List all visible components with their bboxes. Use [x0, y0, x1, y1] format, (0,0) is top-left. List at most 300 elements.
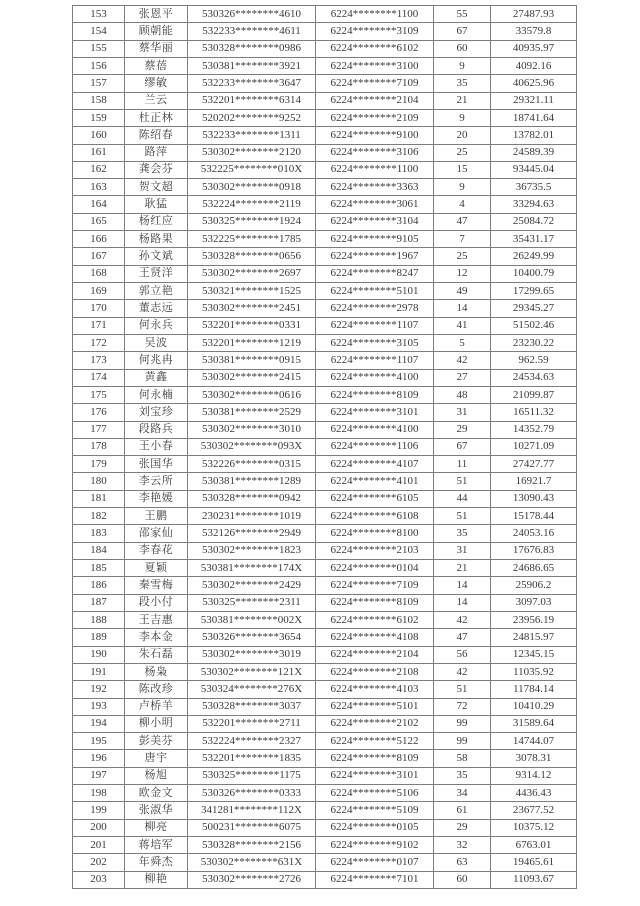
- cell-card-number: 6224********2103: [316, 542, 434, 559]
- cell-name: 吴波: [125, 334, 188, 351]
- table-row: [73, 646, 577, 663]
- cell-id-number: 530326********0333: [188, 785, 316, 802]
- cell-id-number: 530381********174X: [188, 560, 316, 577]
- cell-serial: 196: [73, 750, 125, 767]
- cell-card-number: 6224********3109: [316, 23, 434, 40]
- cell-serial: 199: [73, 802, 125, 819]
- cell-serial: 178: [73, 438, 125, 455]
- cell-id-number: 500231********6075: [188, 819, 316, 836]
- cell-id-number: 530325********1175: [188, 767, 316, 784]
- cell-id-number: 532233********3647: [188, 75, 316, 92]
- cell-card-number: 6224********6108: [316, 508, 434, 525]
- cell-amount: 11035.92: [491, 663, 577, 680]
- cell-id-number: 530381********3921: [188, 57, 316, 74]
- table-row: [73, 6, 577, 23]
- table-row: [73, 317, 577, 334]
- cell-id-number: 530302********2726: [188, 871, 316, 888]
- cell-amount: 29345.27: [491, 300, 577, 317]
- cell-serial: 164: [73, 196, 125, 213]
- cell-name: 陈绍春: [125, 127, 188, 144]
- cell-name: 段小付: [125, 594, 188, 611]
- cell-id-number: 520202********9252: [188, 109, 316, 126]
- table-row: [73, 733, 577, 750]
- cell-serial: 183: [73, 525, 125, 542]
- cell-name: 王鹏: [125, 508, 188, 525]
- cell-serial: 186: [73, 577, 125, 594]
- cell-count: 63: [434, 854, 491, 871]
- cell-name: 顾朝能: [125, 23, 188, 40]
- cell-name: 李春花: [125, 542, 188, 559]
- cell-name: 何永兵: [125, 317, 188, 334]
- cell-id-number: 530302********631X: [188, 854, 316, 871]
- cell-id-number: 532201********2711: [188, 715, 316, 732]
- cell-card-number: 6224********6102: [316, 40, 434, 57]
- cell-amount: 24686.65: [491, 560, 577, 577]
- cell-card-number: 6224********2104: [316, 646, 434, 663]
- cell-card-number: 6224********3105: [316, 334, 434, 351]
- cell-card-number: 6224********0105: [316, 819, 434, 836]
- cell-count: 7: [434, 231, 491, 248]
- cell-card-number: 6224********7109: [316, 75, 434, 92]
- cell-serial: 162: [73, 161, 125, 178]
- cell-serial: 168: [73, 265, 125, 282]
- cell-count: 44: [434, 490, 491, 507]
- table-row: [73, 525, 577, 542]
- cell-count: 47: [434, 213, 491, 230]
- cell-amount: 13090.43: [491, 490, 577, 507]
- cell-count: 34: [434, 785, 491, 802]
- cell-serial: 192: [73, 681, 125, 698]
- cell-amount: 3078.31: [491, 750, 577, 767]
- table-row: [73, 785, 577, 802]
- table-row: [73, 109, 577, 126]
- cell-amount: 23956.19: [491, 611, 577, 628]
- cell-name: 孙文斌: [125, 248, 188, 265]
- cell-serial: 161: [73, 144, 125, 161]
- table-row: [73, 629, 577, 646]
- cell-serial: 160: [73, 127, 125, 144]
- table-body: [73, 6, 577, 889]
- cell-name: 李艳媛: [125, 490, 188, 507]
- cell-name: 邵家仙: [125, 525, 188, 542]
- cell-amount: 6763.01: [491, 837, 577, 854]
- cell-amount: 19465.61: [491, 854, 577, 871]
- cell-serial: 202: [73, 854, 125, 871]
- payment-table: [72, 5, 577, 889]
- cell-id-number: 530381********0915: [188, 352, 316, 369]
- table-row: [73, 179, 577, 196]
- cell-id-number: 532233********4611: [188, 23, 316, 40]
- cell-count: 35: [434, 767, 491, 784]
- cell-name: 杨枭: [125, 663, 188, 680]
- cell-card-number: 6224********4101: [316, 473, 434, 490]
- table-row: [73, 663, 577, 680]
- cell-name: 杨红应: [125, 213, 188, 230]
- cell-id-number: 530381********002X: [188, 611, 316, 628]
- cell-card-number: 6224********9102: [316, 837, 434, 854]
- cell-serial: 156: [73, 57, 125, 74]
- cell-id-number: 530325********1924: [188, 213, 316, 230]
- cell-count: 35: [434, 75, 491, 92]
- cell-amount: 35431.17: [491, 231, 577, 248]
- table-row: [73, 560, 577, 577]
- table-row: [73, 404, 577, 421]
- cell-card-number: 6224********4103: [316, 681, 434, 698]
- cell-name: 王吉惠: [125, 611, 188, 628]
- cell-id-number: 532233********1311: [188, 127, 316, 144]
- cell-serial: 153: [73, 6, 125, 23]
- cell-name: 耿猛: [125, 196, 188, 213]
- cell-card-number: 6224********2109: [316, 109, 434, 126]
- cell-id-number: 532226********0315: [188, 456, 316, 473]
- table-row: [73, 854, 577, 871]
- cell-count: 15: [434, 161, 491, 178]
- cell-id-number: 530302********1823: [188, 542, 316, 559]
- cell-count: 31: [434, 404, 491, 421]
- cell-amount: 24589.39: [491, 144, 577, 161]
- cell-card-number: 6224********1967: [316, 248, 434, 265]
- cell-count: 25: [434, 248, 491, 265]
- cell-id-number: 532201********1835: [188, 750, 316, 767]
- cell-name: 柳艳: [125, 871, 188, 888]
- cell-id-number: 530321********1525: [188, 283, 316, 300]
- table-row: [73, 611, 577, 628]
- cell-card-number: 6224********2104: [316, 92, 434, 109]
- cell-card-number: 6224********2108: [316, 663, 434, 680]
- cell-count: 67: [434, 438, 491, 455]
- cell-id-number: 532201********6314: [188, 92, 316, 109]
- cell-id-number: 341281********112X: [188, 802, 316, 819]
- cell-card-number: 6224********1100: [316, 6, 434, 23]
- table-row: [73, 352, 577, 369]
- cell-serial: 167: [73, 248, 125, 265]
- cell-id-number: 530324********276X: [188, 681, 316, 698]
- table-row: [73, 508, 577, 525]
- cell-name: 路萍: [125, 144, 188, 161]
- cell-name: 王小春: [125, 438, 188, 455]
- table-row: [73, 369, 577, 386]
- cell-serial: 176: [73, 404, 125, 421]
- cell-name: 杜正林: [125, 109, 188, 126]
- cell-card-number: 6224********8100: [316, 525, 434, 542]
- table-row: [73, 767, 577, 784]
- cell-serial: 181: [73, 490, 125, 507]
- cell-amount: 24534.63: [491, 369, 577, 386]
- cell-name: 王贤洋: [125, 265, 188, 282]
- cell-count: 9: [434, 179, 491, 196]
- table-row: [73, 300, 577, 317]
- cell-card-number: 6224********3363: [316, 179, 434, 196]
- cell-count: 42: [434, 611, 491, 628]
- cell-card-number: 6224********1107: [316, 317, 434, 334]
- cell-id-number: 532201********1219: [188, 334, 316, 351]
- table-row: [73, 681, 577, 698]
- cell-serial: 175: [73, 386, 125, 403]
- cell-id-number: 532224********2327: [188, 733, 316, 750]
- cell-amount: 31589.64: [491, 715, 577, 732]
- cell-card-number: 6224********8109: [316, 594, 434, 611]
- cell-serial: 171: [73, 317, 125, 334]
- cell-amount: 4436.43: [491, 785, 577, 802]
- cell-count: 21: [434, 92, 491, 109]
- cell-amount: 11093.67: [491, 871, 577, 888]
- table-row: [73, 334, 577, 351]
- cell-serial: 187: [73, 594, 125, 611]
- cell-count: 9: [434, 57, 491, 74]
- cell-serial: 155: [73, 40, 125, 57]
- cell-serial: 180: [73, 473, 125, 490]
- cell-card-number: 6224********3101: [316, 767, 434, 784]
- cell-count: 9: [434, 109, 491, 126]
- cell-count: 5: [434, 334, 491, 351]
- cell-card-number: 6224********2978: [316, 300, 434, 317]
- cell-name: 柳小明: [125, 715, 188, 732]
- cell-count: 4: [434, 196, 491, 213]
- table-row: [73, 57, 577, 74]
- cell-name: 欧金文: [125, 785, 188, 802]
- cell-name: 李云所: [125, 473, 188, 490]
- table-row: [73, 265, 577, 282]
- cell-amount: 962.59: [491, 352, 577, 369]
- cell-id-number: 530302********121X: [188, 663, 316, 680]
- cell-amount: 26249.99: [491, 248, 577, 265]
- table-row: [73, 23, 577, 40]
- cell-card-number: 6224********9100: [316, 127, 434, 144]
- cell-serial: 173: [73, 352, 125, 369]
- cell-amount: 18741.64: [491, 109, 577, 126]
- table-row: [73, 750, 577, 767]
- cell-serial: 166: [73, 231, 125, 248]
- cell-serial: 157: [73, 75, 125, 92]
- cell-amount: 10271.09: [491, 438, 577, 455]
- cell-count: 67: [434, 23, 491, 40]
- cell-id-number: 530302********093X: [188, 438, 316, 455]
- cell-card-number: 6224********0107: [316, 854, 434, 871]
- cell-card-number: 6224********4100: [316, 369, 434, 386]
- cell-name: 黄鑫: [125, 369, 188, 386]
- cell-serial: 200: [73, 819, 125, 836]
- cell-amount: 14744.07: [491, 733, 577, 750]
- table-row: [73, 577, 577, 594]
- cell-id-number: 532225********010X: [188, 161, 316, 178]
- cell-count: 21: [434, 560, 491, 577]
- cell-amount: 23230.22: [491, 334, 577, 351]
- cell-card-number: 6224********7109: [316, 577, 434, 594]
- cell-serial: 191: [73, 663, 125, 680]
- table-row: [73, 196, 577, 213]
- cell-card-number: 6224********4107: [316, 456, 434, 473]
- cell-amount: 24053.16: [491, 525, 577, 542]
- table-row: [73, 715, 577, 732]
- table-row: [73, 456, 577, 473]
- cell-count: 12: [434, 265, 491, 282]
- cell-card-number: 6224********9105: [316, 231, 434, 248]
- cell-name: 彭美芬: [125, 733, 188, 750]
- cell-name: 缪敏: [125, 75, 188, 92]
- cell-name: 何兆冉: [125, 352, 188, 369]
- cell-name: 朱石磊: [125, 646, 188, 663]
- cell-amount: 33294.63: [491, 196, 577, 213]
- cell-id-number: 530328********0942: [188, 490, 316, 507]
- cell-count: 72: [434, 698, 491, 715]
- cell-serial: 154: [73, 23, 125, 40]
- cell-count: 47: [434, 629, 491, 646]
- cell-id-number: 530326********4610: [188, 6, 316, 23]
- cell-serial: 158: [73, 92, 125, 109]
- cell-card-number: 6224********1100: [316, 161, 434, 178]
- cell-count: 41: [434, 317, 491, 334]
- cell-serial: 189: [73, 629, 125, 646]
- cell-amount: 33579.8: [491, 23, 577, 40]
- cell-id-number: 530302********2415: [188, 369, 316, 386]
- cell-count: 14: [434, 300, 491, 317]
- cell-amount: 11784.14: [491, 681, 577, 698]
- table-row: [73, 283, 577, 300]
- cell-card-number: 6224********3061: [316, 196, 434, 213]
- cell-serial: 185: [73, 560, 125, 577]
- cell-amount: 15178.44: [491, 508, 577, 525]
- table-row: [73, 386, 577, 403]
- cell-serial: 197: [73, 767, 125, 784]
- cell-card-number: 6224********5101: [316, 698, 434, 715]
- cell-count: 29: [434, 819, 491, 836]
- cell-name: 陈改珍: [125, 681, 188, 698]
- table-row: [73, 490, 577, 507]
- cell-name: 唐宇: [125, 750, 188, 767]
- cell-card-number: 6224********3101: [316, 404, 434, 421]
- cell-id-number: 530328********0656: [188, 248, 316, 265]
- cell-serial: 198: [73, 785, 125, 802]
- cell-card-number: 6224********8247: [316, 265, 434, 282]
- cell-serial: 184: [73, 542, 125, 559]
- cell-amount: 40935.97: [491, 40, 577, 57]
- cell-id-number: 530302********2697: [188, 265, 316, 282]
- cell-card-number: 6224********8109: [316, 750, 434, 767]
- cell-id-number: 532126********2949: [188, 525, 316, 542]
- cell-serial: 159: [73, 109, 125, 126]
- cell-amount: 25084.72: [491, 213, 577, 230]
- cell-count: 42: [434, 663, 491, 680]
- cell-name: 杨旭: [125, 767, 188, 784]
- cell-count: 14: [434, 577, 491, 594]
- cell-card-number: 6224********7101: [316, 871, 434, 888]
- cell-amount: 40625.96: [491, 75, 577, 92]
- cell-id-number: 532225********1785: [188, 231, 316, 248]
- cell-count: 27: [434, 369, 491, 386]
- cell-name: 刘宝珍: [125, 404, 188, 421]
- cell-card-number: 6224********2102: [316, 715, 434, 732]
- cell-serial: 174: [73, 369, 125, 386]
- cell-count: 20: [434, 127, 491, 144]
- cell-serial: 169: [73, 283, 125, 300]
- cell-card-number: 6224********8109: [316, 386, 434, 403]
- cell-id-number: 530302********2451: [188, 300, 316, 317]
- cell-count: 11: [434, 456, 491, 473]
- table-row: [73, 819, 577, 836]
- cell-name: 何永楠: [125, 386, 188, 403]
- cell-card-number: 6224********3104: [316, 213, 434, 230]
- cell-serial: 179: [73, 456, 125, 473]
- cell-serial: 188: [73, 611, 125, 628]
- table-row: [73, 438, 577, 455]
- cell-serial: 201: [73, 837, 125, 854]
- cell-name: 董志远: [125, 300, 188, 317]
- cell-count: 56: [434, 646, 491, 663]
- cell-name: 杨路果: [125, 231, 188, 248]
- table-row: [73, 871, 577, 888]
- cell-count: 14: [434, 594, 491, 611]
- cell-name: 蒋培军: [125, 837, 188, 854]
- cell-id-number: 532224********2119: [188, 196, 316, 213]
- cell-amount: 17676.83: [491, 542, 577, 559]
- cell-card-number: 6224********3100: [316, 57, 434, 74]
- cell-amount: 9314.12: [491, 767, 577, 784]
- cell-name: 贺文超: [125, 179, 188, 196]
- cell-amount: 10400.79: [491, 265, 577, 282]
- cell-card-number: 6224********6102: [316, 611, 434, 628]
- cell-serial: 170: [73, 300, 125, 317]
- cell-card-number: 6224********4108: [316, 629, 434, 646]
- table-row: [73, 248, 577, 265]
- cell-amount: 16511.32: [491, 404, 577, 421]
- table-row: [73, 594, 577, 611]
- cell-name: 兰云: [125, 92, 188, 109]
- cell-count: 60: [434, 40, 491, 57]
- cell-name: 张淑华: [125, 802, 188, 819]
- cell-amount: 29321.11: [491, 92, 577, 109]
- table-row: [73, 231, 577, 248]
- cell-amount: 36735.5: [491, 179, 577, 196]
- cell-name: 蔡蓓: [125, 57, 188, 74]
- table-row: [73, 542, 577, 559]
- cell-name: 张恩平: [125, 6, 188, 23]
- cell-name: 年舜杰: [125, 854, 188, 871]
- cell-amount: 10410.29: [491, 698, 577, 715]
- cell-count: 60: [434, 871, 491, 888]
- cell-amount: 51502.46: [491, 317, 577, 334]
- cell-id-number: 530381********2529: [188, 404, 316, 421]
- table-row: [73, 40, 577, 57]
- cell-count: 99: [434, 715, 491, 732]
- cell-id-number: 530326********3654: [188, 629, 316, 646]
- cell-name: 柳亮: [125, 819, 188, 836]
- cell-card-number: 6224********5109: [316, 802, 434, 819]
- cell-id-number: 530302********2429: [188, 577, 316, 594]
- cell-amount: 3097.03: [491, 594, 577, 611]
- cell-count: 99: [434, 733, 491, 750]
- cell-id-number: 530302********0616: [188, 386, 316, 403]
- cell-name: 李本金: [125, 629, 188, 646]
- cell-card-number: 6224********1107: [316, 352, 434, 369]
- cell-amount: 27427.77: [491, 456, 577, 473]
- table-row: [73, 75, 577, 92]
- table-row: [73, 802, 577, 819]
- cell-amount: 24815.97: [491, 629, 577, 646]
- cell-count: 48: [434, 386, 491, 403]
- cell-count: 61: [434, 802, 491, 819]
- cell-id-number: 530328********2156: [188, 837, 316, 854]
- cell-count: 51: [434, 473, 491, 490]
- cell-name: 蔡华丽: [125, 40, 188, 57]
- cell-card-number: 6224********3106: [316, 144, 434, 161]
- cell-amount: 14352.79: [491, 421, 577, 438]
- cell-id-number: 530328********3037: [188, 698, 316, 715]
- cell-amount: 10375.12: [491, 819, 577, 836]
- cell-serial: 194: [73, 715, 125, 732]
- cell-amount: 25906.2: [491, 577, 577, 594]
- cell-name: 郭立艳: [125, 283, 188, 300]
- cell-card-number: 6224********5106: [316, 785, 434, 802]
